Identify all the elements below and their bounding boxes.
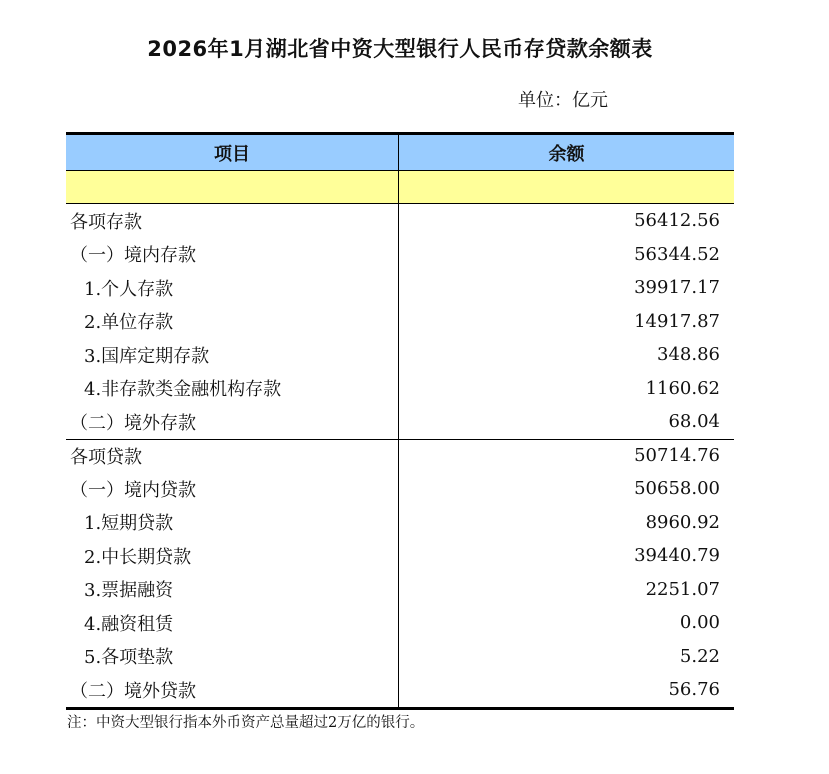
table-row: [66, 405, 734, 439]
table-row: [66, 539, 734, 573]
table-row: [66, 238, 734, 272]
table-row: [66, 673, 734, 707]
table-spacer-row: [66, 171, 734, 204]
row-value: 5.22: [679, 645, 720, 667]
header-item: 项目: [66, 135, 399, 170]
table-row: [66, 372, 734, 406]
table-row: [66, 338, 734, 372]
row-value: 348.86: [657, 344, 720, 366]
footnote: 注：中资大型银行指本外币资产总量超过2万亿的银行。: [67, 715, 425, 731]
table-row: [66, 573, 734, 607]
table-row: [66, 439, 734, 473]
table-row: [66, 305, 734, 339]
row-value: 56344.52: [634, 243, 720, 265]
page-title: 2026年1月湖北省中资大型银行人民币存贷款余额表: [147, 37, 653, 61]
table-row: [66, 271, 734, 305]
row-label: 1.个人存款: [66, 271, 399, 305]
table-header: [66, 135, 734, 171]
row-value: 14917.87: [634, 310, 720, 332]
row-label: （一）境内存款: [66, 238, 399, 272]
row-value: 50658.00: [634, 478, 720, 500]
table-row: [66, 204, 734, 238]
row-label: 各项贷款: [66, 440, 399, 473]
row-value: 56412.56: [634, 210, 720, 232]
row-value: 50714.76: [634, 445, 720, 467]
row-value: 0.00: [679, 612, 720, 634]
spacer-cell-right: [399, 171, 734, 203]
row-value: 39917.17: [634, 277, 720, 299]
row-value: 1160.62: [645, 377, 720, 399]
row-label: 4.非存款类金融机构存款: [66, 372, 399, 406]
row-label: 5.各项垫款: [66, 640, 399, 674]
row-label: （二）境外存款: [66, 405, 399, 439]
table-row: [66, 472, 734, 506]
spacer-cell-left: [66, 171, 399, 203]
table-row: [66, 606, 734, 640]
header-balance: 余额: [548, 143, 585, 165]
row-label: 2.中长期贷款: [66, 539, 399, 573]
row-value: 56.76: [668, 679, 720, 701]
table-row: [66, 640, 734, 674]
row-value: 2251.07: [645, 578, 720, 600]
unit-label: 单位：亿元: [518, 90, 608, 111]
table-row: [66, 506, 734, 540]
row-label: （二）境外贷款: [66, 673, 399, 707]
balance-table: [66, 132, 734, 710]
row-label: （一）境内贷款: [66, 472, 399, 506]
row-label: 1.短期贷款: [66, 506, 399, 540]
row-value: 68.04: [668, 411, 720, 433]
row-label: 3.票据融资: [66, 573, 399, 607]
row-value: 8960.92: [645, 511, 720, 533]
row-label: 4.融资租赁: [66, 606, 399, 640]
row-label: 2.单位存款: [66, 305, 399, 339]
row-value: 39440.79: [634, 545, 720, 567]
row-label: 各项存款: [66, 204, 399, 238]
row-label: 3.国库定期存款: [66, 338, 399, 372]
